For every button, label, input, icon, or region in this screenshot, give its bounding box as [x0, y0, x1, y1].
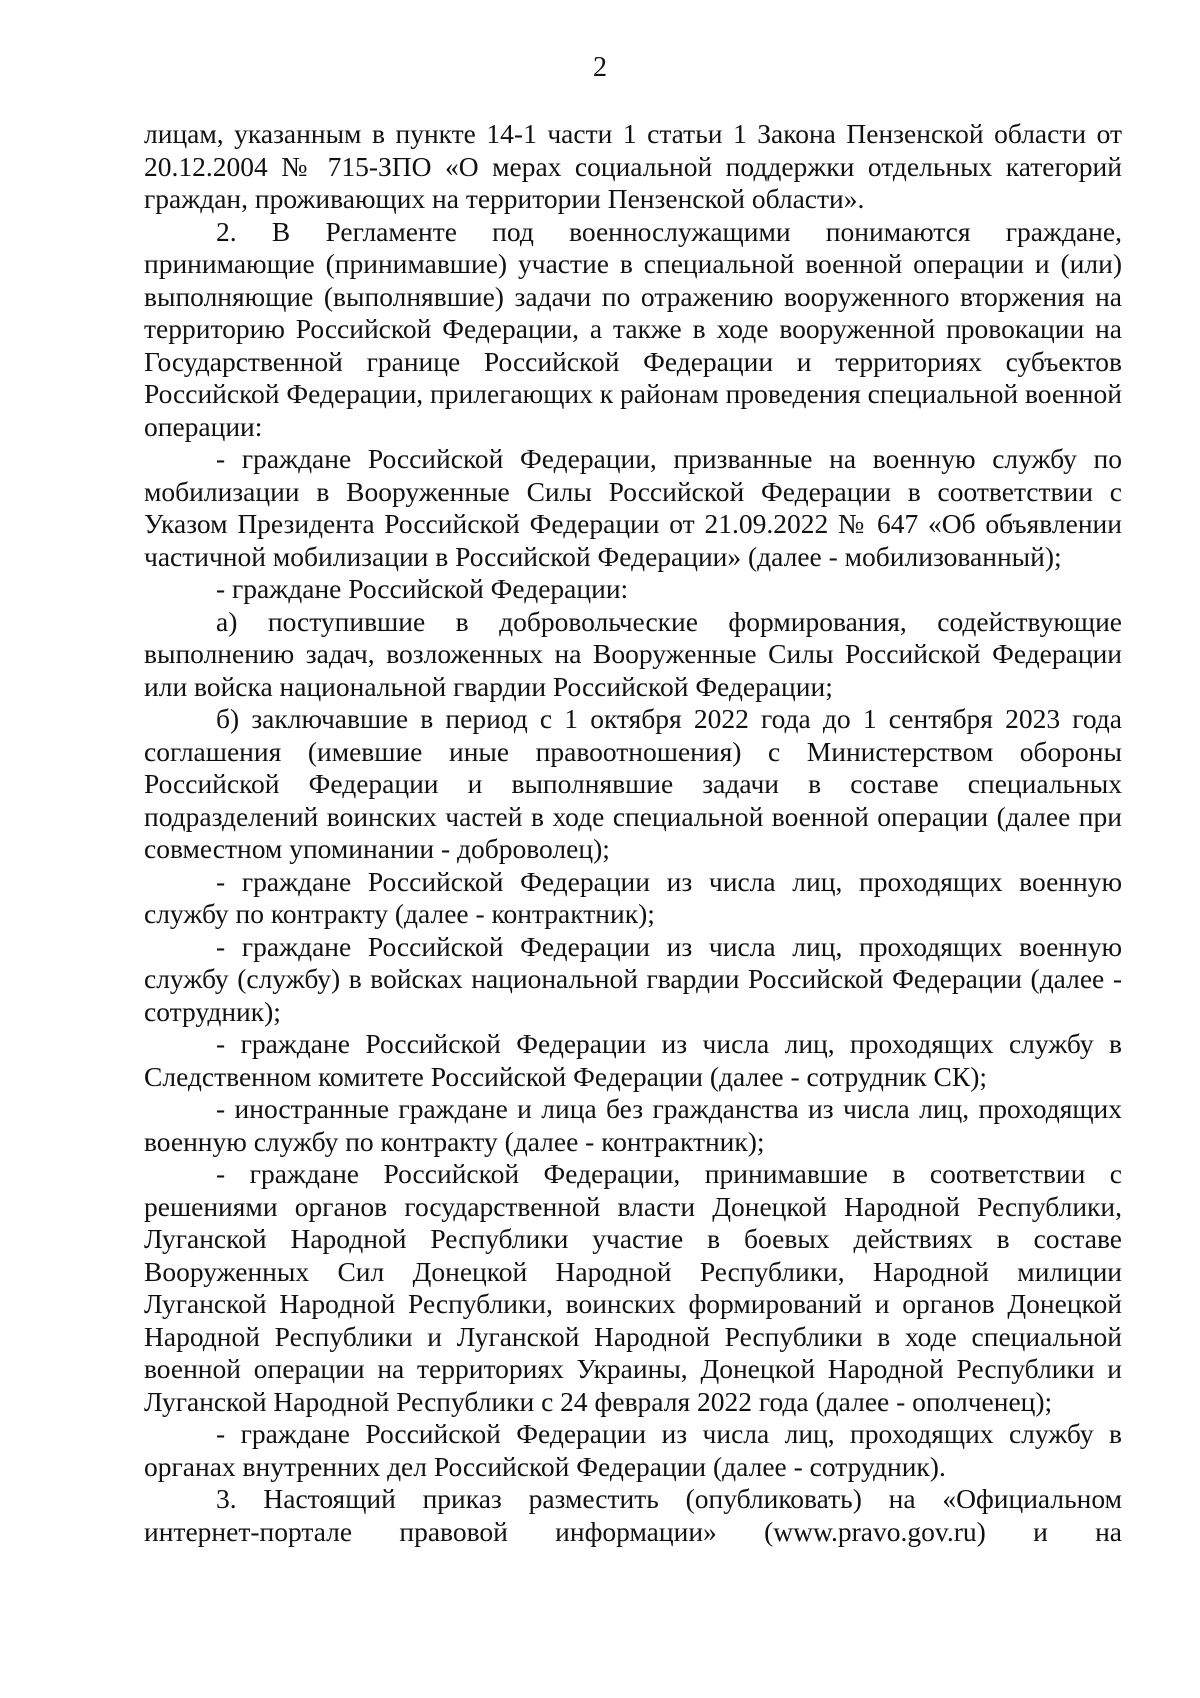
paragraph-continuation: лицам, указанным в пункте 14-1 части 1 статьи 1 Закона Пензенской области от 20.12.2004 № 715-ЗПО «О мерах социальной поддержки отдельных категорий граждан, проживающих на территории Пензенской области». — [144, 118, 1122, 214]
list-item-contractor: - граждане Российской Федерации из числа лиц, проходящих военную службу по контракту (далее - контрактник); — [144, 865, 1122, 929]
paragraph-item-3: 3. Настоящий приказ разместить (опубликовать) на «Официальном интернет-портале правовой информации» (www.pravo.gov.ru) и на — [144, 1483, 1122, 1547]
list-item-internal-affairs: - граждане Российской Федерации из числа лиц, проходящих службу в органах внутренних дел Российской Федерации (далее - сотрудник). — [144, 1418, 1122, 1482]
page-number: 2 — [593, 52, 607, 83]
paragraph-item-2: 2. В Регламенте под военнослужащими понимаются граждане, принимающие (принимавшие) участие в специальной военной операции и (или) выполняющие (выполнявшие) задачи по отражению вооруженного вторжения на территорию Российской Федерации, а также в ходе вооруженной провокации на Государственной границе Российской Федерации и территориях субъектов Российской Федерации, прилегающих к районам проведения специальной военной операции: — [144, 215, 1122, 442]
list-item-mobilized: - граждане Российской Федерации, призванные на военную службу по мобилизации в Вооруженные Силы Российской Федерации в соответствии с Указом Президента Российской Федерации от 21.09.2022 № 647 «Об объявлении частичной мобилизации в Российской Федерации» (далее - мобилизованный); — [144, 443, 1122, 572]
list-item-citizens: - граждане Российской Федерации: — [216, 573, 629, 604]
document-body — [144, 118, 1122, 1548]
sub-item-b: б) заключавшие в период с 1 октября 2022 года до 1 сентября 2023 года соглашения (имевшие иные правоотношения) с Министерством обороны Российской Федерации и выполнявшие задачи в составе специальных подразделений воинских частей в ходе специальной военной операции (далее при совместном упоминании - доброволец); — [144, 703, 1122, 864]
list-item-investigative-committee: - граждане Российской Федерации из числа лиц, проходящих службу в Следственном комитете Российской Федерации (далее - сотрудник СК); — [144, 1028, 1122, 1092]
list-item-national-guard: - граждане Российской Федерации из числа лиц, проходящих военную службу (службу) в войсках национальной гвардии Российской Федерации (далее - сотрудник); — [144, 930, 1122, 1027]
list-item-foreign-citizens: - иностранные граждане и лица без гражданства из числа лиц, проходящих военную службу по контракту (далее - контрактник); — [144, 1093, 1122, 1157]
sub-item-a: а) поступившие в добровольческие формирования, содействующие выполнению задач, возложенных на Вооруженные Силы Российской Федерации или войска национальной гвардии Российской Федерации; — [144, 605, 1122, 702]
list-item-militia: - граждане Российской Федерации, принимавшие в соответствии с решениями органов государственной власти Донецкой Народной Республики, Луганской Народной Республики участие в боевых действиях в составе Вооруженных Сил Донецкой Народной Республики, Народной милиции Луганской Народной Республики, воинских формирований и органов Донецкой Народной Республики и Луганской Народной Республики в ходе специальной военной операции на территориях Украины, Донецкой Народной Республики и Луганской Народной Республики с 24 февраля 2022 года (далее - ополченец); — [144, 1158, 1122, 1417]
